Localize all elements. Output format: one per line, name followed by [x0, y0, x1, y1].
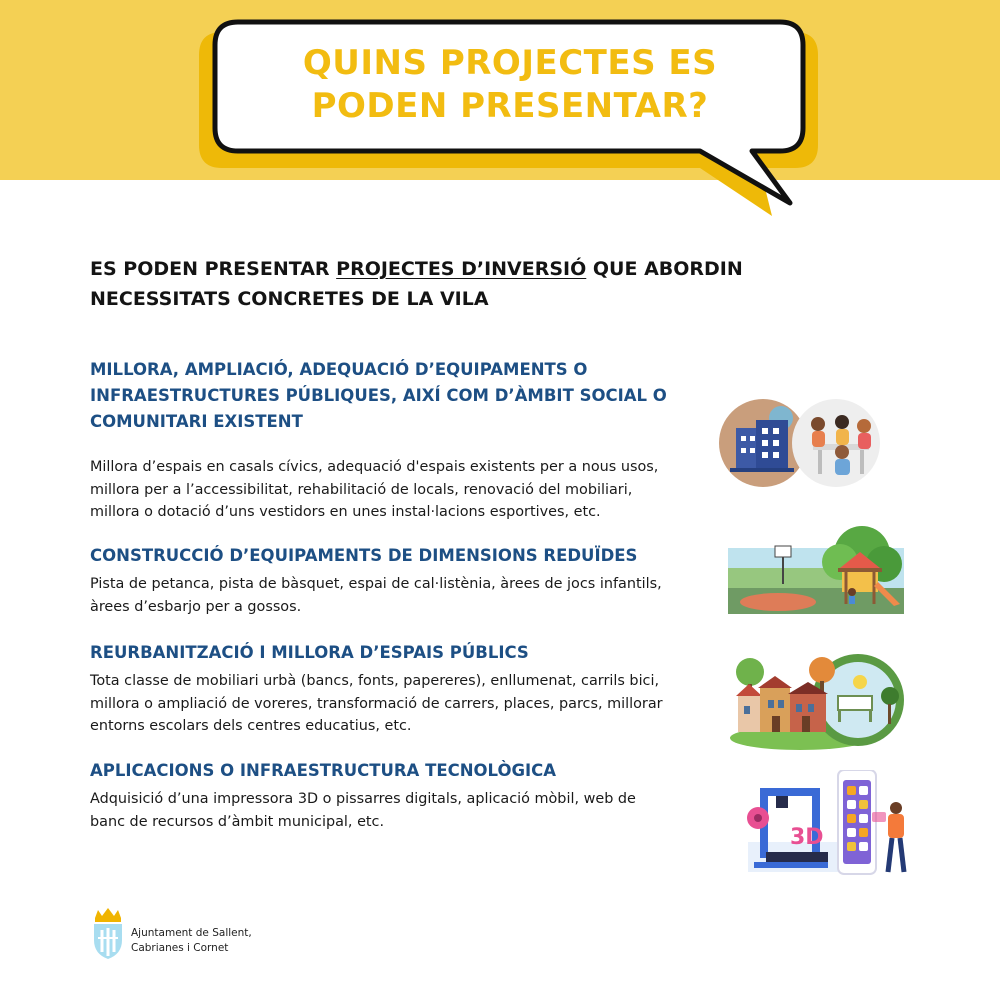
municipality-name [131, 926, 252, 956]
section-1-body [90, 456, 710, 524]
section-1-title-line: COMUNITARI EXISTENT [90, 412, 303, 431]
section-2-body [90, 573, 710, 618]
playground-park-illustration [728, 524, 904, 624]
section-4-body-line: banc de recursos d’àmbit municipal, etc. [90, 813, 385, 830]
intro-statement [90, 254, 850, 314]
page-title [225, 42, 795, 128]
section-3-body-line: Tota classe de mobiliari urbà (bancs, fonts, papereres), enllumenat, carrils bici, [90, 673, 660, 689]
page-title-line-1: QUINS PROJECTES ES [302, 43, 718, 83]
section-3-title-line: REURBANITZACIÓ I MILLORA D’ESPAIS PÚBLICS [90, 643, 529, 662]
section-4-title-line: APLICACIONS O INFRAESTRUCTURA TECNOLÒGICA [90, 761, 557, 780]
municipal-crest-icon [90, 908, 126, 960]
section-1-body-line: millora o dotació d’uns vestidors en unes instal·lacions esportives, etc. [90, 504, 601, 520]
section-2-title-line: CONSTRUCCIÓ D’EQUIPAMENTS DE DIMENSIONS REDUÏDES [90, 546, 638, 565]
section-1-body-line: Millora d’espais en casals cívics, adequació d'espais existents per a nous usos, [90, 459, 659, 475]
intro-text-start: ES PODEN PRESENTAR [90, 258, 337, 280]
intro-line-2: NECESSITATS CONCRETES DE LA VILA [90, 288, 489, 310]
section-3-body [90, 670, 710, 738]
section-1-title-line: INFRAESTRUCTURES PÚBLIQUES, AIXÍ COM D’ÀMBIT SOCIAL O [90, 386, 667, 405]
intro-underlined-text: PROJECTES D’INVERSIÓ [336, 258, 587, 280]
community-building-illustration [718, 396, 884, 490]
section-1-title [90, 357, 667, 435]
section-4-body [90, 788, 710, 833]
3d-printer-app-illustration [746, 770, 912, 878]
municipality-name-line: Cabrianes i Cornet [131, 942, 229, 954]
town-square-illustration [730, 652, 906, 752]
section-2-title [90, 543, 637, 569]
section-1-body-line: millora per a l’accessibilitat, rehabilitació de locals, renovació del mobiliari, [90, 481, 633, 498]
section-4-body-line: Adquisició d’una impressora 3D o pissarres digitals, aplicació mòbil, web de [90, 791, 636, 807]
section-4-title [90, 758, 556, 784]
intro-text-end: QUE ABORDIN [586, 258, 743, 280]
section-2-body-line: Pista de petanca, pista de bàsquet, espai de cal·listènia, àrees de jocs infantils, [90, 576, 662, 592]
3d-label: 3D [790, 825, 824, 850]
section-1-title-line: MILLORA, AMPLIACIÓ, ADEQUACIÓ D’EQUIPAMENTS O [90, 360, 588, 379]
section-3-title [90, 640, 529, 666]
page-title-line-2: PODEN PRESENTAR? [311, 86, 709, 126]
municipality-name-line: Ajuntament de Sallent, [131, 927, 252, 939]
section-2-body-line: àrees d’esbarjo per a gossos. [90, 598, 302, 615]
section-3-body-line: millora o ampliació de voreres, transformació de carrers, places, parcs, millorar [90, 695, 663, 712]
section-3-body-line: entorns escolars dels centres educatius, etc. [90, 718, 412, 734]
